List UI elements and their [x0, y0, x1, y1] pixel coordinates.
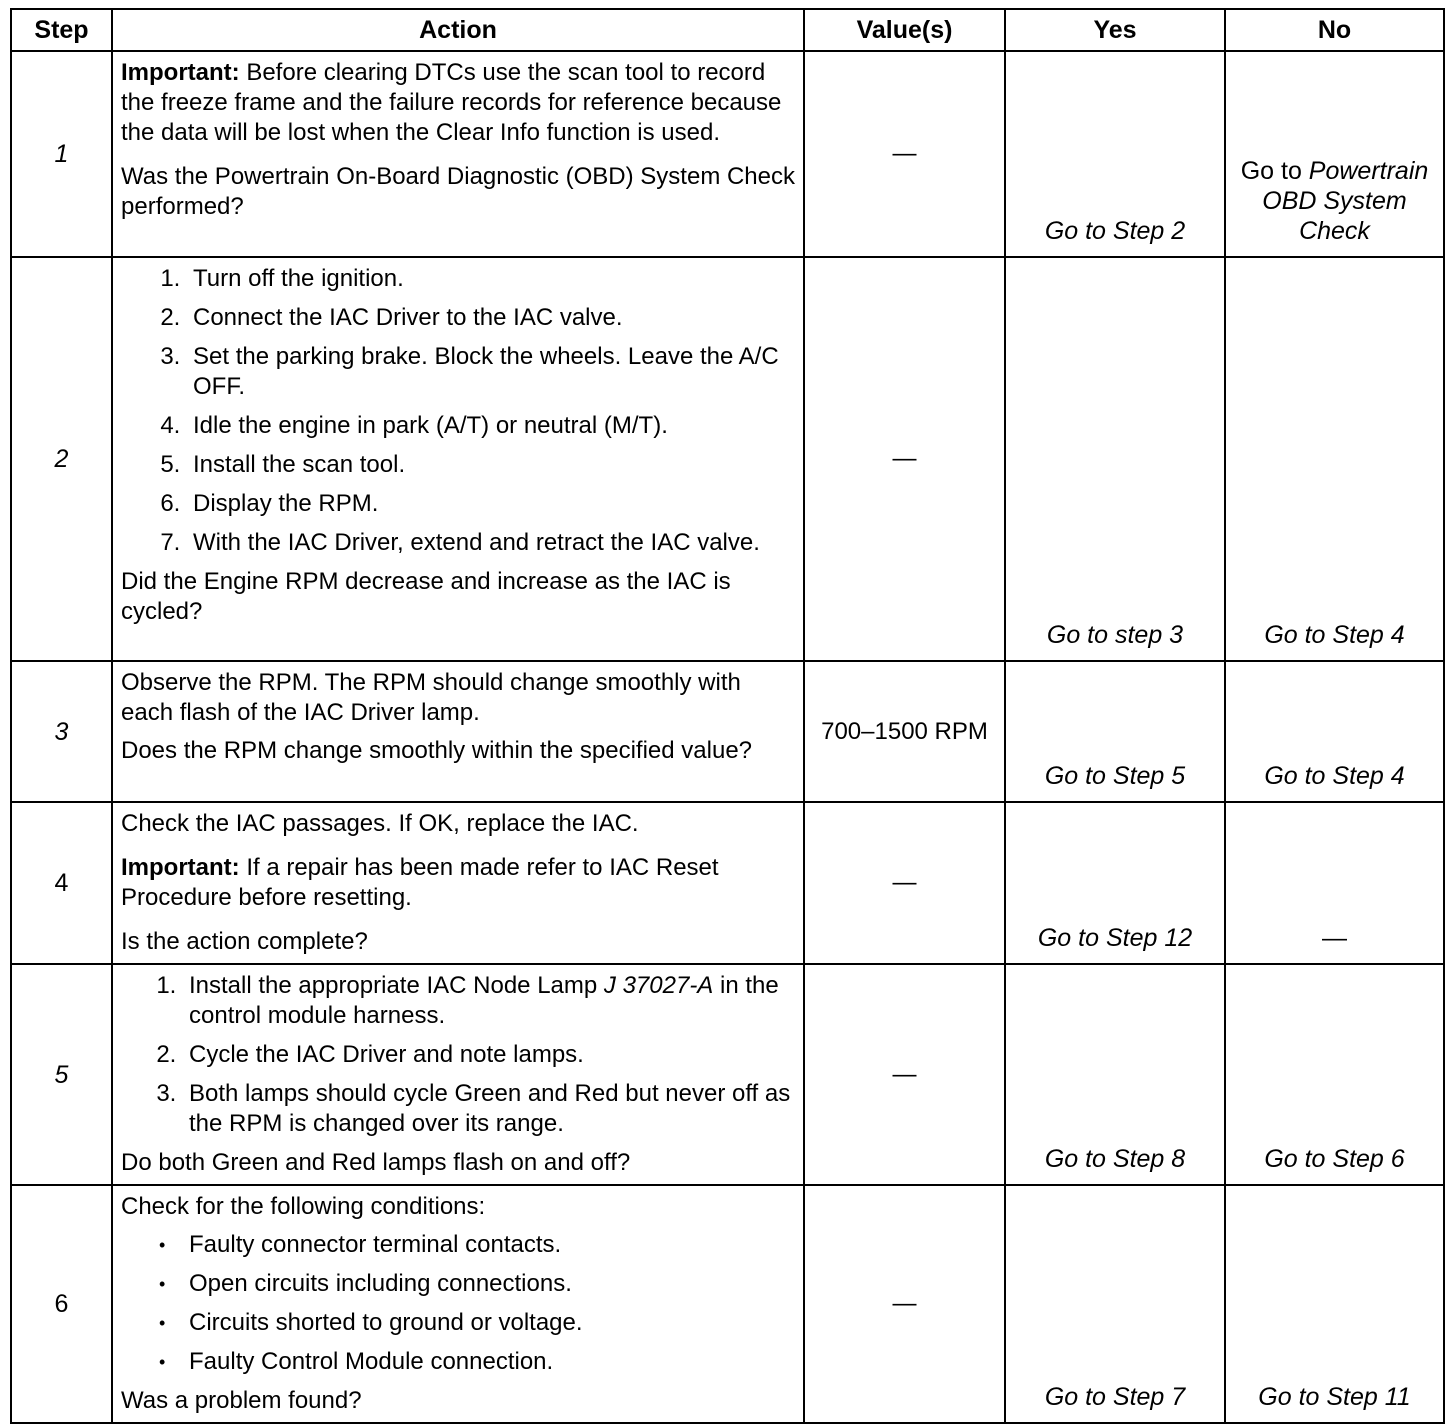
header-values: Value(s) [804, 9, 1005, 51]
value-cell: 700–1500 RPM [804, 661, 1005, 802]
no-cell [1225, 51, 1444, 257]
action-cell [112, 661, 804, 802]
yes-cell: Go to Step 12 [1005, 802, 1225, 964]
step-number: 5 [11, 964, 112, 1185]
important-label: Important: [121, 854, 240, 881]
list-item: 4. Idle the engine in park (A/T) or neutral (M/T). [187, 411, 797, 441]
important-note [121, 58, 797, 148]
yes-cell: Go to Step 7 [1005, 1185, 1225, 1423]
step-number: 2 [11, 257, 112, 661]
tool-number: J 37027-A [603, 972, 714, 999]
yes-cell: Go to Step 5 [1005, 661, 1225, 802]
value-cell: — [804, 964, 1005, 1185]
action-question: Does the RPM change smoothly within the specified value? [121, 737, 753, 764]
table-row [11, 802, 1444, 964]
list-item: • Faulty connector terminal contacts. [185, 1230, 797, 1260]
yes-cell: Go to Step 2 [1005, 51, 1225, 257]
action-question: Was the Powertrain On-Board Diagnostic (OBD) System Check performed? [121, 163, 796, 220]
action-cell [112, 51, 804, 257]
list-item: 3. Both lamps should cycle Green and Red but never off as the RPM is changed over its range. [183, 1079, 797, 1139]
list-item: 2. Connect the IAC Driver to the IAC valve. [187, 303, 797, 333]
table-row [11, 51, 1444, 257]
conditions-list [121, 1230, 797, 1377]
list-item: • Circuits shorted to ground or voltage. [185, 1308, 797, 1338]
step-number: 6 [11, 1185, 112, 1423]
important-text: Before clearing DTCs use the scan tool to record the freeze frame and the failure records for reference because the data will be lost when the Clear Info function is used. [121, 59, 782, 146]
list-item [183, 971, 797, 1031]
header-step: Step [11, 9, 112, 51]
list-item: 6. Display the RPM. [187, 489, 797, 519]
action-question: Was a problem found? [121, 1387, 362, 1414]
no-cell: Go to Step 4 [1225, 257, 1444, 661]
action-steps-list [121, 971, 797, 1139]
list-item: 5. Install the scan tool. [187, 450, 797, 480]
table-row [11, 1185, 1444, 1423]
value-cell: — [804, 802, 1005, 964]
list-item: 1. Turn off the ignition. [187, 264, 797, 294]
action-cell [112, 802, 804, 964]
action-text: Check the IAC passages. If OK, replace the IAC. [121, 810, 639, 837]
list-item: 7. With the IAC Driver, extend and retract the IAC valve. [187, 528, 797, 558]
no-cell: Go to Step 4 [1225, 661, 1444, 802]
table-row [11, 661, 1444, 802]
action-text: Observe the RPM. The RPM should change smoothly with each flash of the IAC Driver lamp. [121, 669, 741, 726]
step-number: 1 [11, 51, 112, 257]
diagnostic-table [10, 8, 1445, 1424]
action-text: Check for the following conditions: [121, 1193, 486, 1220]
yes-cell: Go to Step 8 [1005, 964, 1225, 1185]
list-item: 2. Cycle the IAC Driver and note lamps. [183, 1040, 797, 1070]
list-item: • Open circuits including connections. [185, 1269, 797, 1299]
action-question: Do both Green and Red lamps flash on and off? [121, 1149, 631, 1176]
important-note [121, 853, 797, 913]
header-no: No [1225, 9, 1444, 51]
table-row [11, 257, 1444, 661]
no-link-text: Powertrain OBD System Check [1262, 157, 1429, 245]
step-number: 3 [11, 661, 112, 802]
no-prefix: Go to [1240, 157, 1309, 185]
action-cell [112, 964, 804, 1185]
action-steps-list [121, 264, 797, 558]
table-row [11, 964, 1444, 1185]
value-cell: — [804, 51, 1005, 257]
no-cell: Go to Step 6 [1225, 964, 1444, 1185]
action-question: Did the Engine RPM decrease and increase as the IAC is cycled? [121, 568, 731, 625]
list-item: 3. Set the parking brake. Block the wheels. Leave the A/C OFF. [187, 342, 797, 402]
yes-cell: Go to step 3 [1005, 257, 1225, 661]
list-item-text: Install the appropriate IAC Node Lamp [189, 972, 604, 999]
action-question: Is the action complete? [121, 928, 368, 955]
action-cell [112, 257, 804, 661]
header-yes: Yes [1005, 9, 1225, 51]
header-action: Action [112, 9, 804, 51]
important-text: If a repair has been made refer to IAC Reset Procedure before resetting. [121, 854, 719, 911]
header-row [11, 9, 1444, 51]
list-item: • Faulty Control Module connection. [185, 1347, 797, 1377]
action-cell [112, 1185, 804, 1423]
list-item-text: in the control module harness. [189, 972, 779, 1029]
no-cell: — [1225, 802, 1444, 964]
no-cell: Go to Step 11 [1225, 1185, 1444, 1423]
important-label: Important: [121, 59, 240, 86]
value-cell: — [804, 257, 1005, 661]
step-number: 4 [11, 802, 112, 964]
value-cell: — [804, 1185, 1005, 1423]
